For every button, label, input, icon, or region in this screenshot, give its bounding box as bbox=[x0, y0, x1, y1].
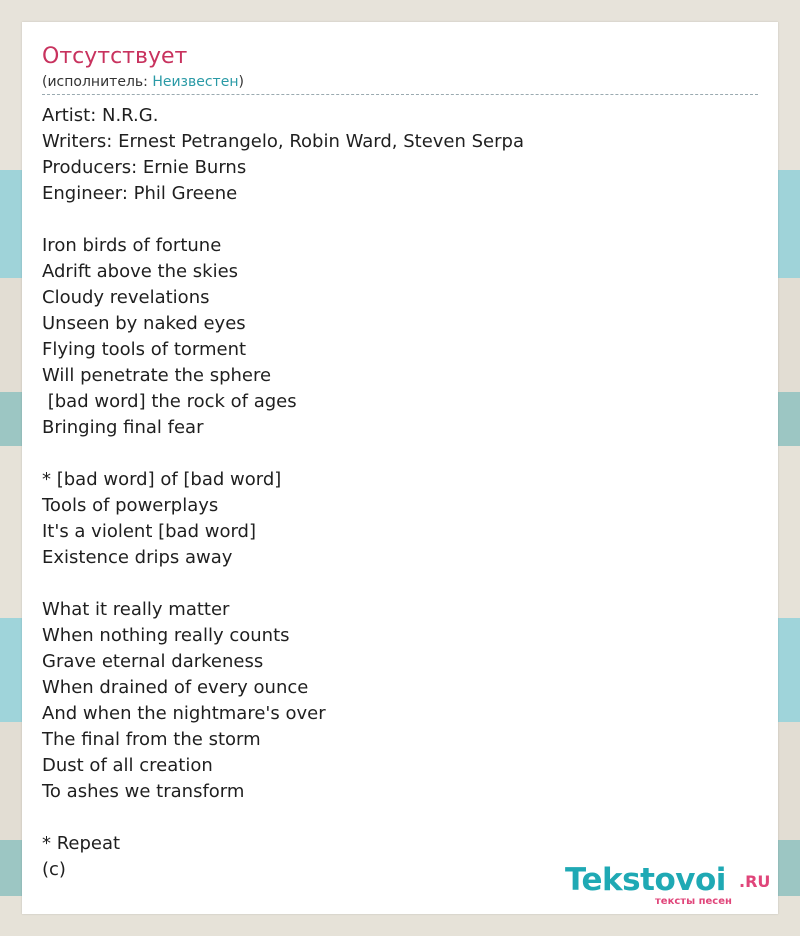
lyric-line: Existence drips away bbox=[42, 547, 233, 568]
lyric-line: [bad word] the rock of ages bbox=[42, 391, 297, 412]
lyric-line: It's a violent [bad word] bbox=[42, 521, 256, 542]
logo-subtitle: тексты песен bbox=[655, 896, 732, 907]
lyric-line: * Repeat bbox=[42, 833, 121, 854]
lyric-line: Dust of all creation bbox=[42, 755, 213, 776]
lyric-line: And when the nightmare's over bbox=[42, 703, 326, 724]
lyric-line: Flying tools of torment bbox=[42, 339, 247, 360]
lyric-line: Adrift above the skies bbox=[42, 261, 239, 282]
lyric-line: Unseen by naked eyes bbox=[42, 313, 246, 334]
logo-wordmark: Tekstovoi bbox=[565, 862, 726, 898]
lyric-line bbox=[42, 571, 758, 597]
lyric-line: When nothing really counts bbox=[42, 625, 290, 646]
lyric-line: Artist: N.R.G. bbox=[42, 105, 159, 126]
artist-prefix: (исполнитель: bbox=[42, 74, 153, 90]
lyric-line: Grave eternal darkeness bbox=[42, 651, 264, 672]
site-logo[interactable] bbox=[565, 862, 770, 912]
lyric-line: Writers: Ernest Petrangelo, Robin Ward, Steven Serpa bbox=[42, 131, 524, 152]
lyric-line bbox=[42, 805, 758, 831]
lyric-line: To ashes we transform bbox=[42, 781, 245, 802]
lyric-line: What it really matter bbox=[42, 599, 230, 620]
artist-line bbox=[42, 72, 758, 95]
lyric-line: * [bad word] of [bad word] bbox=[42, 469, 282, 490]
lyric-line: Engineer: Phil Greene bbox=[42, 183, 238, 204]
lyric-line: Producers: Ernie Burns bbox=[42, 157, 247, 178]
lyrics-card bbox=[22, 22, 778, 914]
lyric-line: Bringing final fear bbox=[42, 417, 204, 438]
artist-link[interactable]: Неизвестен bbox=[152, 74, 239, 90]
lyric-line: Will penetrate the sphere bbox=[42, 365, 272, 386]
lyric-line: When drained of every ounce bbox=[42, 677, 309, 698]
lyrics-text bbox=[42, 103, 758, 883]
lyric-line: (c) bbox=[42, 859, 66, 880]
logo-tld: .RU bbox=[739, 872, 771, 891]
lyric-line: The final from the storm bbox=[42, 729, 261, 750]
lyric-line: Iron birds of fortune bbox=[42, 235, 222, 256]
lyric-line: Tools of powerplays bbox=[42, 495, 219, 516]
lyric-line: Cloudy revelations bbox=[42, 287, 210, 308]
lyric-line bbox=[42, 441, 758, 467]
artist-suffix: ) bbox=[238, 74, 244, 90]
lyric-line bbox=[42, 207, 758, 233]
song-title: Отсутствует bbox=[42, 44, 188, 69]
